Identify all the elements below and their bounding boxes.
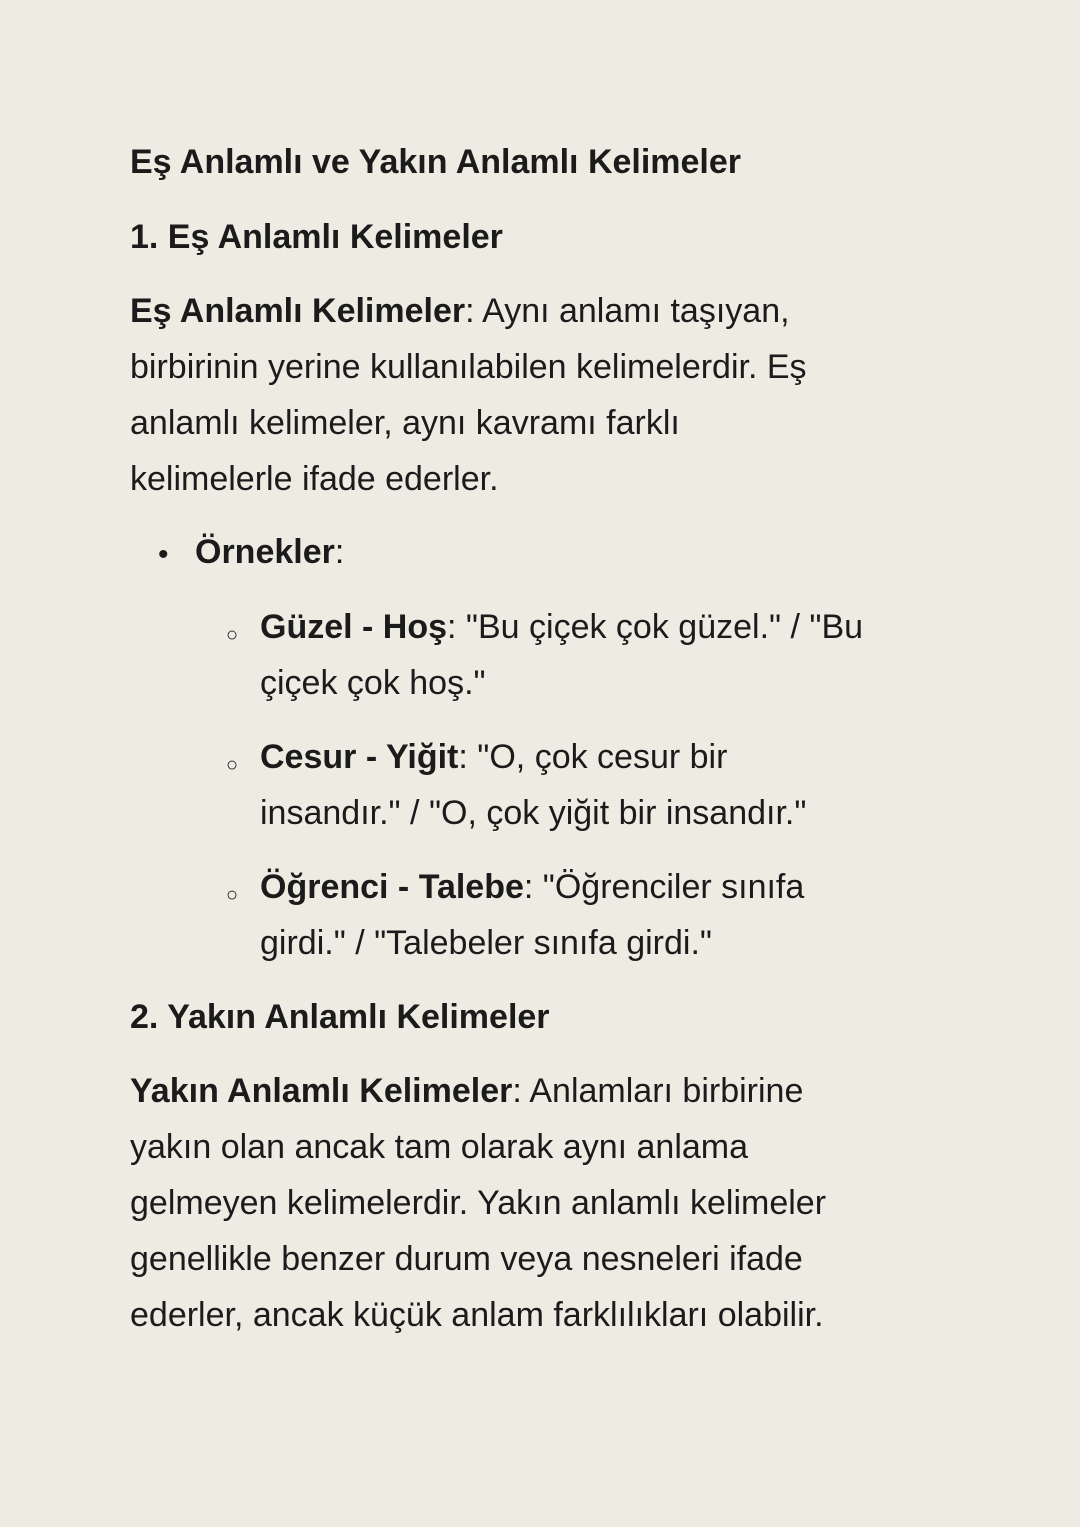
text: : Anlamları birbirine [512, 1072, 804, 1110]
section2-heading: 2. Yakın Anlamlı Kelimeler [130, 998, 550, 1036]
circle-bullet-icon: ○ [226, 754, 239, 776]
examples-label: Örnekler: [195, 533, 345, 571]
bullet-icon: • [158, 538, 169, 571]
text: anlamlı kelimeler, aynı kavramı farklı [130, 404, 680, 442]
text: birbirinin yerine kullanılabilen kelimelerdir. Eş [130, 348, 807, 386]
term: Yakın Anlamlı Kelimeler [130, 1072, 513, 1110]
circle-bullet-icon: ○ [226, 624, 239, 646]
section2-definition [130, 1063, 826, 1343]
section1-heading: 1. Eş Anlamlı Kelimeler [130, 218, 503, 256]
example-item: Öğrenci - Talebe: "Öğrenciler sınıfa girdi." / "Talebeler sınıfa girdi." [260, 868, 805, 962]
example-item: Güzel - Hoş: "Bu çiçek çok güzel." / "Bu çiçek çok hoş." [260, 608, 864, 702]
text: : Aynı anlamı taşıyan, [465, 292, 790, 330]
term: Eş Anlamlı Kelimeler [130, 292, 466, 330]
example-item: Cesur - Yiğit: "O, çok cesur bir insandır." / "O, çok yiğit bir insandır." [260, 738, 807, 832]
text: gelmeyen kelimelerdir. Yakın anlamlı kelimeler [130, 1184, 827, 1222]
text: ederler, ancak küçük anlam farklılıkları olabilir. [130, 1296, 824, 1334]
circle-bullet-icon: ○ [226, 884, 239, 906]
section1-definition [130, 283, 807, 507]
text: kelimelerle ifade ederler. [130, 460, 499, 498]
text: genellikle benzer durum veya nesneleri ifade [130, 1240, 803, 1278]
page-title: Eş Anlamlı ve Yakın Anlamlı Kelimeler [130, 143, 742, 181]
text: yakın olan ancak tam olarak aynı anlama [130, 1128, 749, 1166]
